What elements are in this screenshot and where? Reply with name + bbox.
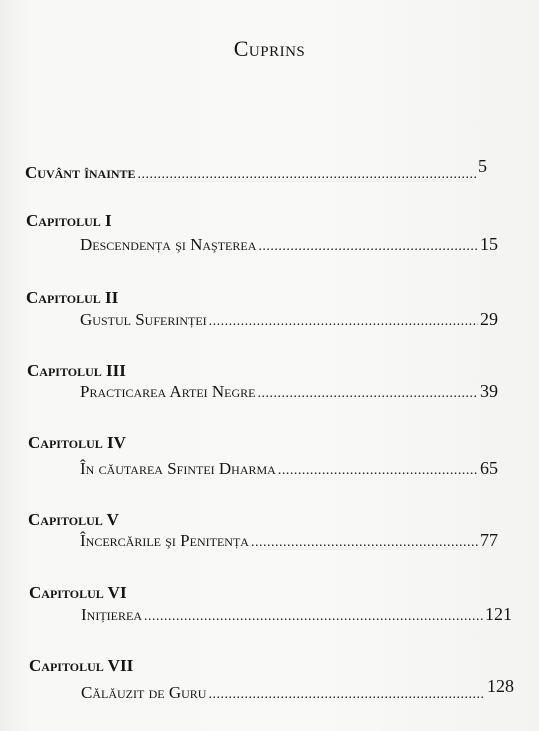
dot-leader: [209, 314, 478, 330]
chapter-label: Capitolul III: [27, 361, 126, 380]
chapter-label: Capitolul VI: [29, 583, 127, 602]
chapter-label: Capitolul I: [26, 211, 112, 230]
dot-leader: [258, 386, 478, 402]
page-number: 29: [480, 309, 498, 329]
foreword-title: Cuvânt înainte: [25, 163, 136, 182]
chapter-title: Inițierea: [81, 605, 142, 624]
toc-entry-chapter: [80, 309, 498, 330]
chapter-title: Gustul Suferinței: [80, 310, 207, 329]
chapter-title: Practicarea Artei Negre: [80, 382, 256, 401]
toc-entry-chapter: [80, 234, 498, 255]
chapter-label: Capitolul V: [28, 510, 119, 529]
chapter-label: Capitolul II: [26, 288, 119, 307]
page-title: Cuprins: [233, 36, 306, 61]
page-number: 128: [487, 676, 514, 696]
page-number: 65: [480, 458, 498, 478]
page-number: 15: [480, 234, 498, 254]
chapter-title: Călăuzit de Guru: [81, 683, 207, 702]
dot-leader: [278, 463, 478, 479]
dot-leader: [251, 535, 478, 551]
page-number: 77: [480, 530, 498, 550]
chapter-title: Încercările şi Penitența: [80, 531, 249, 550]
chapter-title: În căutarea Sfintei Dharma: [80, 459, 276, 478]
page-number: 121: [485, 604, 512, 624]
toc-entry-chapter: [81, 676, 514, 703]
chapter-label: Capitolul VII: [29, 656, 134, 675]
chapter-title: Descendența şi Naşterea: [80, 235, 257, 254]
dot-leader: [144, 609, 483, 625]
toc-entry-foreword: [25, 156, 487, 183]
toc-entry-chapter: [80, 530, 498, 551]
toc-entry-chapter: [80, 381, 498, 402]
page-number: 39: [480, 381, 498, 401]
dot-leader: [208, 687, 485, 703]
toc-entry-chapter: [80, 458, 498, 479]
page-number: 5: [478, 156, 487, 176]
chapter-label: Capitolul IV: [28, 433, 126, 452]
toc-entry-chapter: [81, 604, 512, 625]
dot-leader: [138, 167, 476, 183]
dot-leader: [258, 239, 478, 255]
